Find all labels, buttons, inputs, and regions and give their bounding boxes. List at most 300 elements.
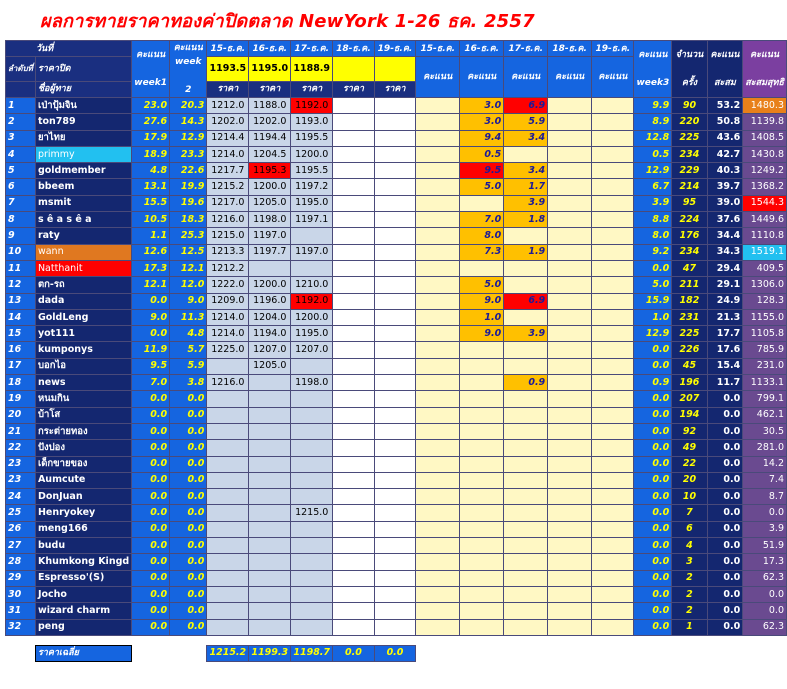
table-row (6, 163, 787, 179)
price-cell (249, 375, 291, 391)
count-cell: 1 (672, 619, 707, 635)
score-cell (460, 195, 504, 211)
price-cell (333, 228, 375, 244)
player-name: dada (35, 293, 131, 309)
week2-score: 0.0 (170, 521, 207, 537)
avg-price-3: 0.0 (333, 645, 375, 661)
score-cell (504, 554, 548, 570)
score-cell (548, 309, 592, 325)
price-cell (333, 521, 375, 537)
rank-cell: 17 (6, 358, 36, 374)
price-cell: 1193.0 (291, 114, 333, 130)
count-cell: 90 (672, 98, 707, 114)
score-cell (548, 98, 592, 114)
price-cell (333, 114, 375, 130)
rank-cell: 20 (6, 407, 36, 423)
week3-score: 0.0 (634, 538, 672, 554)
price-cell: 1200.0 (291, 146, 333, 162)
count-cell: 225 (672, 326, 707, 342)
player-name: ton789 (35, 114, 131, 130)
week3-score: 0.0 (634, 570, 672, 586)
week1-score: 0.0 (132, 554, 170, 570)
count-cell: 2 (672, 603, 707, 619)
price-cell (374, 456, 416, 472)
player-name: news (35, 375, 131, 391)
score-cell (416, 146, 460, 162)
price-cell: 1214.0 (207, 146, 249, 162)
week1-score: 0.0 (132, 472, 170, 488)
score-cell (416, 293, 460, 309)
score-cell (548, 489, 592, 505)
score-cell (416, 195, 460, 211)
price-cell (207, 521, 249, 537)
price-cell (291, 407, 333, 423)
price-cell (333, 163, 375, 179)
price-cell: 1200.0 (249, 277, 291, 293)
score-cell (416, 521, 460, 537)
price-cell (374, 130, 416, 146)
table-row (6, 277, 787, 293)
week1-score: 0.0 (132, 326, 170, 342)
count-cell: 3 (672, 554, 707, 570)
price-cell (374, 358, 416, 374)
price-cell: 1188.0 (249, 98, 291, 114)
price-cell: 1197.2 (291, 179, 333, 195)
total-cell: 0.0 (707, 489, 743, 505)
price-cell (207, 423, 249, 439)
cum-cell: 1110.8 (743, 228, 787, 244)
table-row (6, 375, 787, 391)
week2-score: 12.5 (170, 244, 207, 260)
date-header-0: 15-ธ.ค. (207, 41, 249, 57)
price-cell (333, 277, 375, 293)
score-cell: 6.9 (504, 98, 548, 114)
score-cell (504, 277, 548, 293)
score-cell (416, 391, 460, 407)
total-cell: 0.0 (707, 472, 743, 488)
week3-score: 8.0 (634, 228, 672, 244)
week3-score: 5.0 (634, 277, 672, 293)
price-cell (207, 472, 249, 488)
price-cell (333, 407, 375, 423)
price-cell (374, 228, 416, 244)
week1-score: 0.0 (132, 293, 170, 309)
score-cell (460, 603, 504, 619)
week3-score: 0.0 (634, 440, 672, 456)
score-cell (504, 391, 548, 407)
score-cell (416, 570, 460, 586)
score-cell (592, 260, 634, 276)
score-cell (416, 98, 460, 114)
cum-cell: 799.1 (743, 391, 787, 407)
week1-score: 17.3 (132, 260, 170, 276)
price-cell (374, 179, 416, 195)
cum-cell: 1139.8 (743, 114, 787, 130)
count-cell: 4 (672, 538, 707, 554)
player-name: บอกไอ (35, 358, 131, 374)
count-cell: 225 (672, 130, 707, 146)
rank-cell: 22 (6, 440, 36, 456)
week3-score: 6.7 (634, 179, 672, 195)
score-cell (592, 342, 634, 358)
score-cell (504, 619, 548, 635)
table-body (6, 98, 787, 636)
cum-cell: 14.2 (743, 456, 787, 472)
cum-cell: 1105.8 (743, 326, 787, 342)
cum-cell: 51.9 (743, 538, 787, 554)
cum-cell: 1408.5 (743, 130, 787, 146)
week3-score: 12.9 (634, 326, 672, 342)
week2-score: 19.9 (170, 179, 207, 195)
count-cell: 234 (672, 146, 707, 162)
week1-score: 15.5 (132, 195, 170, 211)
total-cell: 15.4 (707, 358, 743, 374)
score-cell (548, 521, 592, 537)
score-cell (416, 456, 460, 472)
player-name: ยาไทย (35, 130, 131, 146)
results-table (5, 40, 787, 662)
score-cell (548, 358, 592, 374)
score-cell (592, 440, 634, 456)
count-cell: 49 (672, 440, 707, 456)
score-header-0: คะแนน (416, 57, 460, 98)
week2-score: 0.0 (170, 570, 207, 586)
price-cell: 1210.0 (291, 277, 333, 293)
total-cell: 34.3 (707, 244, 743, 260)
score-cell: 5.0 (460, 277, 504, 293)
table-row (6, 538, 787, 554)
price-header-2: ราคา (291, 81, 333, 97)
score-cell (416, 375, 460, 391)
score-cell (504, 489, 548, 505)
price-cell (374, 277, 416, 293)
score-cell: 1.8 (504, 212, 548, 228)
score-cell (592, 472, 634, 488)
week2-score: 4.8 (170, 326, 207, 342)
week1-score: 17.9 (132, 130, 170, 146)
player-name: หนมกิน (35, 391, 131, 407)
score-cell (548, 407, 592, 423)
week3-score: 0.0 (634, 521, 672, 537)
score-date-header-3: 18-ธ.ค. (548, 41, 592, 57)
count-cell: 182 (672, 293, 707, 309)
count-cell: 214 (672, 179, 707, 195)
price-cell: 1200.0 (249, 179, 291, 195)
player-name: msmit (35, 195, 131, 211)
cum-cell: 785.9 (743, 342, 787, 358)
score-cell (592, 195, 634, 211)
player-name: กระต่ายทอง (35, 423, 131, 439)
price-cell (374, 212, 416, 228)
week2-score: 0.0 (170, 505, 207, 521)
price-cell (374, 309, 416, 325)
week1-score: 0.0 (132, 603, 170, 619)
price-cell: 1204.0 (249, 309, 291, 325)
total-cell: 0.0 (707, 505, 743, 521)
score-cell: 9.0 (460, 293, 504, 309)
price-cell (291, 472, 333, 488)
week2-score: 0.0 (170, 440, 207, 456)
player-name: raty (35, 228, 131, 244)
count-cell: 211 (672, 277, 707, 293)
score-cell: 3.0 (460, 114, 504, 130)
score-cell (416, 554, 460, 570)
price-cell (374, 163, 416, 179)
price-cell: 1209.0 (207, 293, 249, 309)
score-cell (416, 114, 460, 130)
table-row (6, 130, 787, 146)
avg-price-label: ราคาเฉลี่ย (35, 645, 131, 661)
table-row (6, 98, 787, 114)
total-header: คะแนน สะสม (707, 41, 743, 98)
price-cell: 1204.5 (249, 146, 291, 162)
price-cell (207, 570, 249, 586)
price-cell (207, 554, 249, 570)
score-cell: 1.9 (504, 244, 548, 260)
week1-score: 12.6 (132, 244, 170, 260)
count-cell: 226 (672, 342, 707, 358)
score-cell (504, 358, 548, 374)
score-cell (592, 586, 634, 602)
price-cell (249, 586, 291, 602)
total-cell: 24.9 (707, 293, 743, 309)
count-cell: 176 (672, 228, 707, 244)
total-cell: 0.0 (707, 603, 743, 619)
player-header: ชื่อผู้ทาย (35, 81, 131, 97)
footer-spacer (6, 635, 787, 645)
rank-cell: 21 (6, 423, 36, 439)
score-header-1: คะแนน (460, 57, 504, 98)
score-cell (548, 472, 592, 488)
player-name: wann (35, 244, 131, 260)
rank-cell: 15 (6, 326, 36, 342)
table-row (6, 244, 787, 260)
price-cell: 1196.0 (249, 293, 291, 309)
score-cell (592, 244, 634, 260)
price-cell (374, 407, 416, 423)
score-cell: 5.0 (460, 179, 504, 195)
week1-score: 0.0 (132, 391, 170, 407)
price-cell (333, 603, 375, 619)
cum-cell: 462.1 (743, 407, 787, 423)
score-cell (416, 586, 460, 602)
week2-score: 19.6 (170, 195, 207, 211)
score-cell (416, 489, 460, 505)
week3-score: 0.0 (634, 505, 672, 521)
total-cell: 0.0 (707, 586, 743, 602)
price-cell (249, 538, 291, 554)
score-cell (460, 586, 504, 602)
week3-score: 0.0 (634, 586, 672, 602)
table-row (6, 489, 787, 505)
rank-cell: 23 (6, 456, 36, 472)
score-cell: 3.0 (460, 98, 504, 114)
week1-header: คะแนน week1 (132, 41, 170, 98)
price-cell (249, 260, 291, 276)
avg-price-1: 1199.3 (249, 645, 291, 661)
week2-score: 0.0 (170, 554, 207, 570)
price-cell (249, 505, 291, 521)
player-name: kumponys (35, 342, 131, 358)
player-name: peng (35, 619, 131, 635)
price-cell (249, 456, 291, 472)
price-cell: 1213.3 (207, 244, 249, 260)
player-name: เป่าปุ้มจิน (35, 98, 131, 114)
week3-score: 12.8 (634, 130, 672, 146)
score-cell (504, 456, 548, 472)
score-cell (416, 619, 460, 635)
score-cell (548, 179, 592, 195)
week2-score: 9.0 (170, 293, 207, 309)
score-cell (548, 212, 592, 228)
cum-cell: 1449.6 (743, 212, 787, 228)
price-cell (374, 489, 416, 505)
close-price-4 (374, 57, 416, 81)
score-cell (504, 521, 548, 537)
rank-cell: 13 (6, 293, 36, 309)
price-cell (333, 505, 375, 521)
score-cell (504, 423, 548, 439)
week1-score: 10.5 (132, 212, 170, 228)
total-cell: 0.0 (707, 570, 743, 586)
rank-cell: 30 (6, 586, 36, 602)
total-cell: 17.7 (707, 326, 743, 342)
price-cell (207, 391, 249, 407)
price-cell (333, 326, 375, 342)
count-cell: 92 (672, 423, 707, 439)
price-cell (374, 440, 416, 456)
score-cell (592, 212, 634, 228)
score-cell (548, 260, 592, 276)
score-cell (504, 505, 548, 521)
week1-score: 9.0 (132, 309, 170, 325)
score-cell (460, 472, 504, 488)
week1-score: 0.0 (132, 538, 170, 554)
table-row (6, 603, 787, 619)
cum-cell: 1133.1 (743, 375, 787, 391)
score-cell (548, 619, 592, 635)
score-cell (592, 114, 634, 130)
count-cell: 220 (672, 114, 707, 130)
score-cell (548, 228, 592, 244)
score-cell: 9.0 (460, 326, 504, 342)
score-cell (548, 244, 592, 260)
week1-score: 0.0 (132, 570, 170, 586)
rank-cell: 25 (6, 505, 36, 521)
week2-score: 0.0 (170, 538, 207, 554)
rank-cell: 5 (6, 163, 36, 179)
price-cell (374, 244, 416, 260)
score-cell (504, 603, 548, 619)
week1-score: 13.1 (132, 179, 170, 195)
total-cell: 0.0 (707, 554, 743, 570)
score-header-2: คะแนน (504, 57, 548, 98)
week3-score: 9.9 (634, 98, 672, 114)
score-cell: 9.4 (460, 130, 504, 146)
price-cell: 1195.3 (249, 163, 291, 179)
score-cell (504, 260, 548, 276)
table-row (6, 472, 787, 488)
price-cell (291, 391, 333, 407)
price-cell: 1205.0 (249, 195, 291, 211)
score-cell (504, 146, 548, 162)
player-name: Aumcute (35, 472, 131, 488)
week3-score: 12.9 (634, 163, 672, 179)
price-cell (291, 554, 333, 570)
score-cell (548, 375, 592, 391)
score-cell (548, 114, 592, 130)
score-cell (592, 309, 634, 325)
price-cell (207, 586, 249, 602)
price-cell: 1207.0 (249, 342, 291, 358)
week1-score: 0.0 (132, 489, 170, 505)
price-cell (374, 114, 416, 130)
cum-cell: 1155.0 (743, 309, 787, 325)
price-cell (249, 423, 291, 439)
price-cell (374, 326, 416, 342)
week1-score: 0.0 (132, 521, 170, 537)
price-cell (333, 472, 375, 488)
total-cell: 0.0 (707, 391, 743, 407)
score-cell: 3.9 (504, 195, 548, 211)
table-row (6, 456, 787, 472)
price-cell: 1194.4 (249, 130, 291, 146)
score-cell (460, 554, 504, 570)
price-cell (333, 440, 375, 456)
score-cell (548, 570, 592, 586)
count-cell: 47 (672, 260, 707, 276)
score-cell (592, 293, 634, 309)
cum-cell: 1430.8 (743, 146, 787, 162)
rank-cell: 26 (6, 521, 36, 537)
price-cell: 1197.0 (249, 228, 291, 244)
score-cell (460, 505, 504, 521)
rank-cell: 7 (6, 195, 36, 211)
price-cell (333, 293, 375, 309)
price-cell (207, 407, 249, 423)
price-cell (333, 260, 375, 276)
total-cell: 11.7 (707, 375, 743, 391)
week2-score: 14.3 (170, 114, 207, 130)
price-cell (291, 538, 333, 554)
avg-price-4: 0.0 (374, 645, 416, 661)
score-cell (504, 440, 548, 456)
price-cell (333, 570, 375, 586)
price-cell: 1205.0 (249, 358, 291, 374)
price-cell (333, 244, 375, 260)
price-cell (249, 554, 291, 570)
rank-cell: 9 (6, 228, 36, 244)
score-cell (504, 538, 548, 554)
total-cell: 0.0 (707, 538, 743, 554)
table-row (6, 212, 787, 228)
total-cell: 21.3 (707, 309, 743, 325)
header-row-1 (6, 41, 787, 57)
table-row (6, 505, 787, 521)
week2-score: 0.0 (170, 391, 207, 407)
price-cell: 1212.2 (207, 260, 249, 276)
table-row (6, 407, 787, 423)
score-cell (592, 456, 634, 472)
score-cell (592, 423, 634, 439)
score-cell (460, 342, 504, 358)
price-cell (333, 456, 375, 472)
score-cell (592, 277, 634, 293)
score-cell (592, 505, 634, 521)
price-cell (374, 195, 416, 211)
score-cell (460, 375, 504, 391)
score-cell (592, 228, 634, 244)
